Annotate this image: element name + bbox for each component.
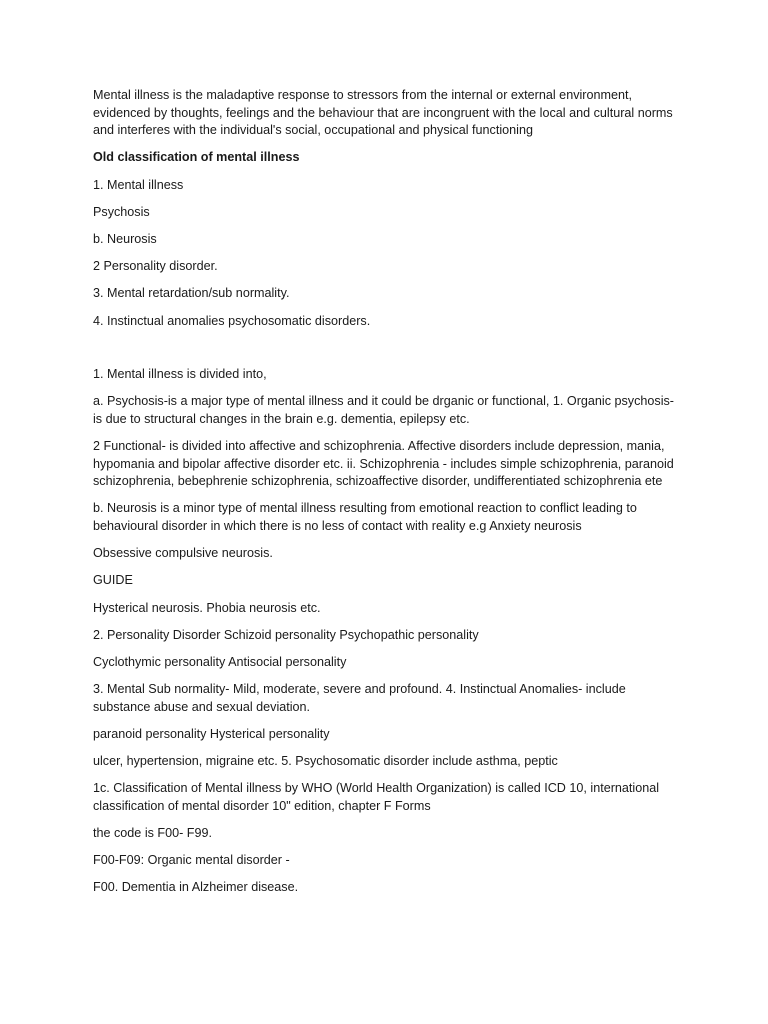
- paragraph: a. Psychosis-is a major type of mental illness and it could be drganic or functional, 1. Organic psychosis-is due to structural changes in the brain e.g. dementia, epilepsy etc.: [93, 394, 674, 426]
- paragraph: Hysterical neurosis. Phobia neurosis etc.: [93, 600, 321, 615]
- paragraph: GUIDE: [93, 573, 133, 588]
- paragraph: 4. Instinctual anomalies psychosomatic disorders.: [93, 313, 371, 328]
- paragraph: F00. Dementia in Alzheimer disease.: [93, 880, 299, 895]
- paragraph: 2 Personality disorder.: [93, 259, 218, 274]
- paragraph: Psychosis: [93, 204, 150, 219]
- paragraph: the code is F00- F99.: [93, 826, 213, 841]
- paragraph: Cyclothymic personality Antisocial personality: [93, 654, 347, 669]
- paragraph: 1. Mental illness: [93, 177, 184, 192]
- paragraph: 1c. Classification of Mental illness by WHO (World Health Organization) is called ICD 10, international classification of mental disorder 10" edition, chapter F Forms: [93, 781, 660, 813]
- paragraph: 3. Mental retardation/sub normality.: [93, 286, 290, 301]
- paragraph: Obsessive compulsive neurosis.: [93, 546, 273, 561]
- intro-paragraph: Mental illness is the maladaptive response to stressors from the internal or external environment, evidenced by thoughts, feelings and the behaviour that are incongruent with the local and cultural norms and interferes with the individual's social, occupational and physical functioning: [93, 88, 673, 138]
- document-page: [93, 87, 683, 907]
- paragraph: ulcer, hypertension, migraine etc. 5. Psychosomatic disorder include asthma, peptic: [93, 754, 558, 769]
- paragraph: paranoid personality Hysterical personality: [93, 726, 330, 741]
- paragraph: b. Neurosis is a minor type of mental illness resulting from emotional reaction to conflict leading to behavioural disorder in which there is no less of contact with reality e.g Anxiety neurosis: [93, 501, 637, 534]
- section-heading: Old classification of mental illness: [93, 150, 300, 165]
- paragraph: b. Neurosis: [93, 231, 157, 246]
- paragraph: 3. Mental Sub normality- Mild, moderate, severe and profound. 4. Instinctual Anomalies- include substance abuse and sexual deviation.: [93, 682, 626, 714]
- paragraph: 2. Personality Disorder Schizoid personality Psychopathic personality: [93, 627, 479, 642]
- paragraph: 1. Mental illness is divided into,: [93, 367, 267, 382]
- paragraph: F00-F09: Organic mental disorder -: [93, 853, 290, 868]
- paragraph: 2 Functional- is divided into affective and schizophrenia. Affective disorders include depression, mania, hypomania and bipolar affective disorder etc. ii. Schizophrenia - includes simple schizophrenia, paranoid schizophrenia, bebephrenie schizophrenia, schizoaffective disorder, undifferentiated schizophrenia ete: [93, 439, 674, 489]
